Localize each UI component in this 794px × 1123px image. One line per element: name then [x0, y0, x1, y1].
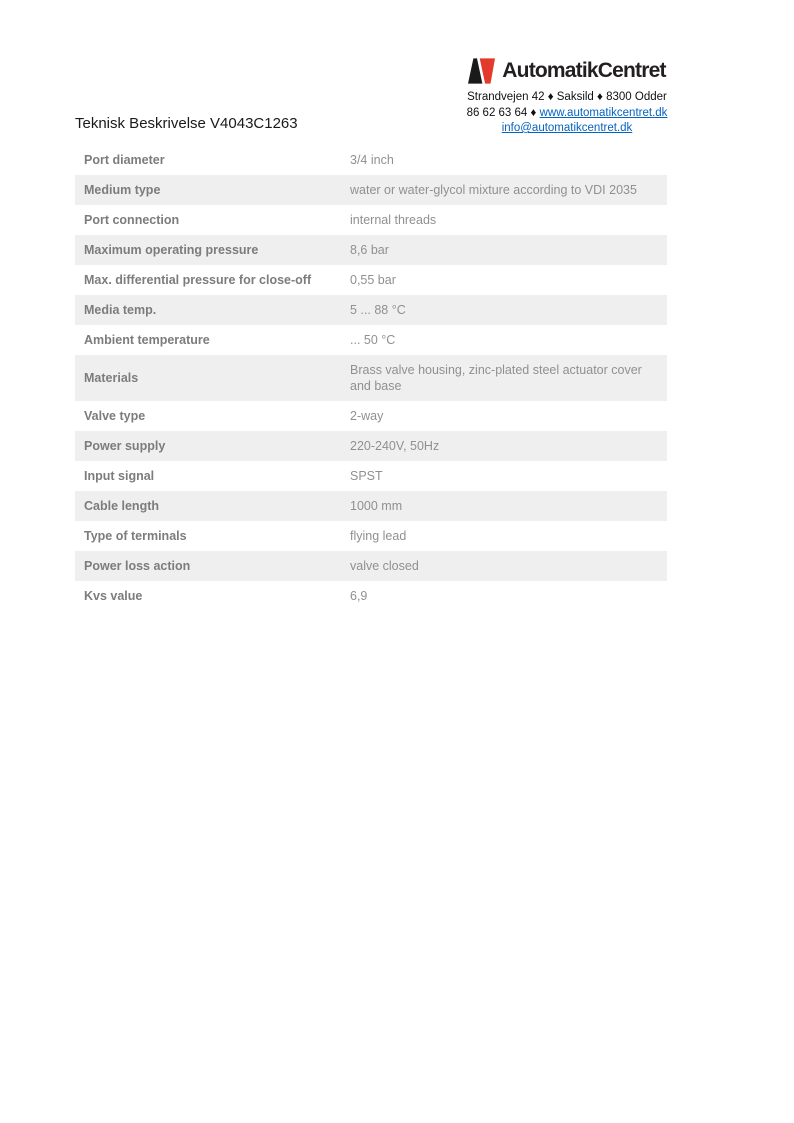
table-row: [75, 295, 667, 325]
spec-label: Max. differential pressure for close-off: [84, 273, 312, 287]
spec-label: Ambient temperature: [84, 333, 210, 347]
table-row: [75, 401, 667, 431]
spec-value: 2-way: [350, 409, 384, 423]
company-phone-line: [452, 106, 682, 122]
table-row: [75, 145, 667, 175]
table-row: [75, 431, 667, 461]
table-row: [75, 355, 667, 401]
table-row: [75, 205, 667, 235]
table-row: [75, 521, 667, 551]
spec-value: SPST: [350, 469, 383, 483]
spec-label: Media temp.: [84, 303, 157, 317]
spec-table: [75, 145, 667, 611]
spec-value: Brass valve housing, zinc-plated steel actuator cover and base: [350, 363, 642, 393]
spec-label: Materials: [84, 371, 139, 385]
table-row: [75, 581, 667, 611]
spec-label: Input signal: [84, 469, 155, 483]
spec-value: 3/4 inch: [350, 153, 394, 167]
spec-label: Cable length: [84, 499, 160, 513]
table-row: [75, 175, 667, 205]
company-header: [452, 57, 682, 137]
company-address: Strandvejen 42 ♦ Saksild ♦ 8300 Odder: [467, 91, 667, 103]
spec-label: Port diameter: [84, 153, 165, 167]
spec-value: 5 ... 88 °C: [350, 303, 406, 317]
company-logo-icon: [468, 57, 495, 85]
table-row: [75, 235, 667, 265]
company-phone: 86 62 63 64 ♦: [466, 106, 540, 119]
brand-row: [452, 57, 682, 85]
spec-value: 1000 mm: [350, 499, 403, 513]
spec-label: Medium type: [84, 183, 161, 197]
company-email-line: [452, 121, 682, 137]
table-row: [75, 265, 667, 295]
table-row: [75, 461, 667, 491]
spec-value: 6,9: [350, 589, 368, 603]
table-row: [75, 551, 667, 581]
spec-value: 0,55 bar: [350, 273, 396, 287]
table-row: [75, 325, 667, 355]
spec-label: Type of terminals: [84, 529, 187, 543]
spec-value: 220-240V, 50Hz: [350, 439, 440, 453]
spec-label: Power supply: [84, 439, 166, 453]
email-link[interactable]: info@automatikcentret.dk: [501, 122, 633, 134]
table-row: [75, 491, 667, 521]
spec-value: internal threads: [350, 213, 437, 227]
spec-value: ... 50 °C: [350, 333, 396, 347]
spec-value: valve closed: [350, 559, 419, 573]
spec-value: water or water-glycol mixture according to VDI 2035: [350, 183, 637, 197]
spec-value: 8,6 bar: [350, 243, 389, 257]
page-title: Teknisk Beskrivelse V4043C1263: [75, 115, 298, 132]
spec-label: Port connection: [84, 213, 180, 227]
company-name: AutomatikCentret: [502, 59, 666, 82]
spec-label: Power loss action: [84, 559, 191, 573]
spec-label: Maximum operating pressure: [84, 243, 259, 257]
website-link[interactable]: www.automatikcentret.dk: [539, 106, 668, 119]
spec-value: flying lead: [350, 529, 407, 543]
spec-label: Valve type: [84, 409, 146, 423]
spec-label: Kvs value: [84, 589, 143, 603]
